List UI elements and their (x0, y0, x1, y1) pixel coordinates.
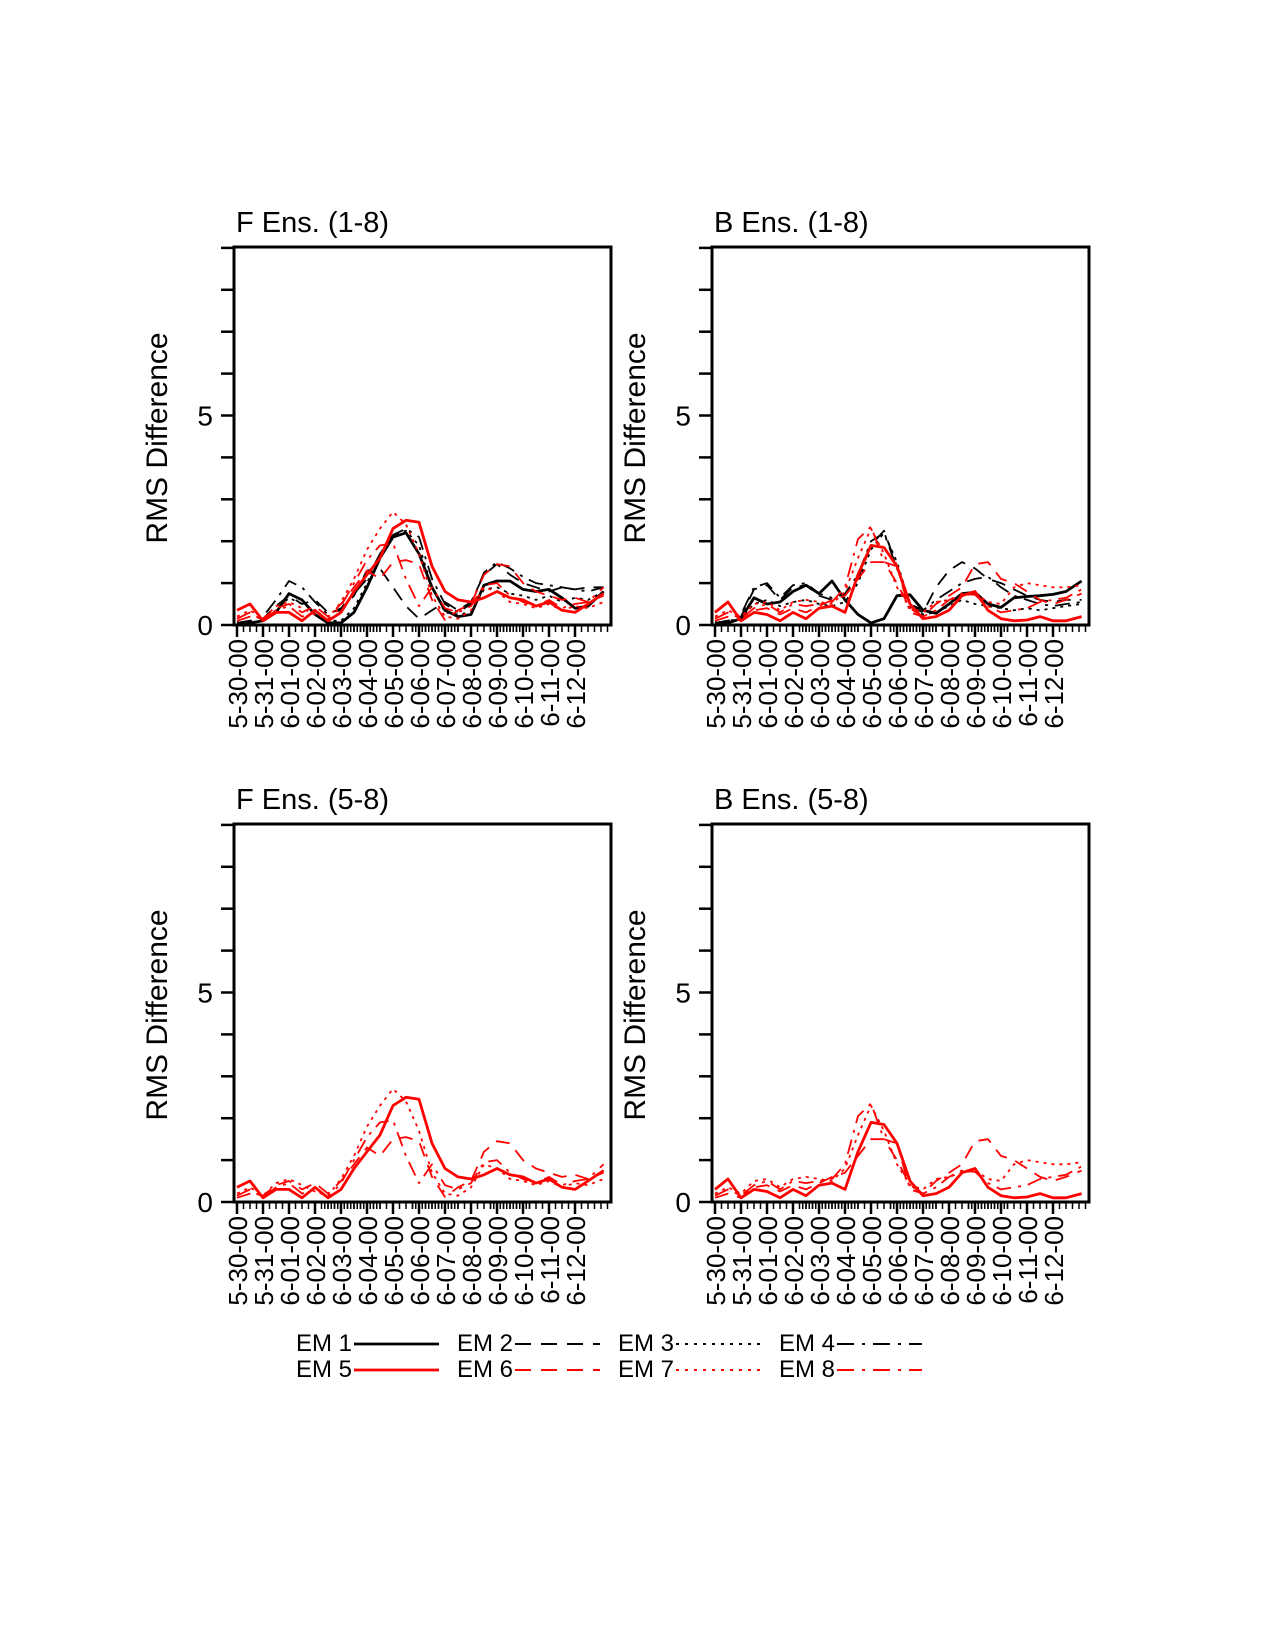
x-tick-label: 6-04-00 (353, 1216, 383, 1306)
y-axis-label-bottom-left: RMS Difference (141, 909, 174, 1121)
y-tick-label: 0 (675, 1187, 691, 1218)
x-tick-label: 5-31-00 (727, 639, 757, 729)
x-tick-label: 6-03-00 (805, 1216, 835, 1306)
legend-label-em3: EM 3 (618, 1330, 675, 1357)
legend-label-em6: EM 6 (457, 1356, 514, 1383)
x-tick-label: 6-10-00 (987, 1216, 1017, 1306)
x-tick-label: 6-08-00 (935, 639, 965, 729)
x-tick-label: 5-30-00 (223, 1216, 253, 1306)
x-tick-label: 6-05-00 (379, 639, 409, 729)
series-line-em3 (715, 533, 1082, 623)
x-tick-label: 6-11-00 (535, 639, 565, 727)
legend-line-sample-em1 (354, 1331, 439, 1357)
x-tick-label: 6-12-00 (561, 639, 591, 729)
x-tick-label: 5-30-00 (701, 639, 731, 729)
legend-row-black (296, 1331, 956, 1357)
series-line-em2 (715, 531, 1082, 623)
legend-label-em7: EM 7 (618, 1356, 675, 1383)
legend-item-em5 (296, 1356, 457, 1384)
legend-line-sample-em8 (837, 1357, 922, 1383)
legend-label-em5: EM 5 (296, 1356, 353, 1383)
panel-border (712, 247, 1089, 625)
legend-line-sample-em6 (515, 1357, 600, 1383)
x-tick-label: 6-07-00 (431, 1216, 461, 1306)
x-tick-label: 6-07-00 (909, 639, 939, 729)
y-axis-label-bottom-right: RMS Difference (619, 909, 652, 1121)
x-tick-label: 6-08-00 (935, 1216, 965, 1306)
x-tick-label: 6-02-00 (301, 1216, 331, 1306)
x-tick-label: 6-03-00 (327, 639, 357, 729)
legend-item-em7 (618, 1356, 779, 1384)
y-tick-label: 5 (197, 400, 213, 432)
x-tick-label: 6-12-00 (1039, 1216, 1069, 1306)
x-tick-label: 6-11-00 (535, 1216, 565, 1304)
series-line-em4 (715, 533, 1082, 623)
y-tick-label: 0 (197, 610, 213, 641)
x-tick-label: 6-05-00 (857, 639, 887, 729)
y-tick-label: 0 (675, 610, 691, 641)
x-tick-label: 5-31-00 (249, 639, 279, 729)
x-tick-label: 6-01-00 (275, 639, 305, 729)
x-tick-label: 6-06-00 (883, 639, 913, 729)
x-tick-label: 6-03-00 (805, 639, 835, 729)
y-tick-label: 5 (675, 400, 691, 432)
x-tick-label: 6-02-00 (301, 639, 331, 729)
y-tick-label: 5 (197, 977, 213, 1009)
y-tick-label: 5 (675, 977, 691, 1009)
legend-item-em1 (296, 1330, 457, 1358)
x-tick-label: 6-12-00 (1039, 639, 1069, 729)
x-tick-label: 6-01-00 (753, 639, 783, 729)
x-tick-label: 5-30-00 (223, 639, 253, 729)
legend-label-em8: EM 8 (779, 1356, 836, 1383)
x-tick-label: 6-06-00 (405, 1216, 435, 1306)
legend-line-sample-em3 (676, 1331, 761, 1357)
x-tick-label: 6-05-00 (857, 1216, 887, 1306)
x-tick-label: 5-31-00 (249, 1216, 279, 1306)
panel-title-b-ens-1-8: B Ens. (1-8) (714, 207, 869, 239)
x-tick-label: 5-30-00 (701, 1216, 731, 1306)
legend-label-em2: EM 2 (457, 1330, 514, 1357)
panel-border (712, 824, 1089, 1202)
x-tick-label: 6-06-00 (405, 639, 435, 729)
x-tick-label: 6-09-00 (961, 1216, 991, 1306)
x-tick-label: 6-11-00 (1013, 639, 1043, 727)
x-tick-label: 6-10-00 (509, 639, 539, 729)
panel-title-f-ens-5-8: F Ens. (5-8) (236, 784, 390, 816)
series-line-em8 (237, 1120, 604, 1198)
legend-label-em1: EM 1 (296, 1330, 353, 1357)
x-tick-label: 6-12-00 (561, 1216, 591, 1306)
x-tick-label: 6-01-00 (275, 1216, 305, 1306)
panel-border (234, 824, 611, 1202)
x-tick-label: 6-04-00 (353, 639, 383, 729)
legend-line-sample-em7 (676, 1357, 761, 1383)
x-tick-label: 6-04-00 (831, 1216, 861, 1306)
panel-title-b-ens-5-8: B Ens. (5-8) (714, 784, 869, 816)
x-tick-label: 6-06-00 (883, 1216, 913, 1306)
x-tick-label: 6-11-00 (1013, 1216, 1043, 1304)
panel-title-f-ens-1-8: F Ens. (1-8) (236, 207, 390, 239)
x-tick-label: 5-31-00 (727, 1216, 757, 1306)
x-tick-label: 6-02-00 (779, 639, 809, 729)
legend-item-em6 (457, 1356, 618, 1384)
x-tick-label: 6-09-00 (483, 1216, 513, 1306)
legend-line-sample-em5 (354, 1357, 439, 1383)
x-tick-label: 6-10-00 (509, 1216, 539, 1306)
y-tick-label: 0 (197, 1187, 213, 1218)
x-tick-label: 6-10-00 (987, 639, 1017, 729)
panel-border (234, 247, 611, 625)
legend-item-em2 (457, 1330, 618, 1358)
x-tick-label: 6-08-00 (457, 1216, 487, 1306)
legend-item-em4 (779, 1330, 940, 1358)
x-tick-label: 6-04-00 (831, 639, 861, 729)
y-axis-label-top-left: RMS Difference (141, 332, 174, 544)
x-tick-label: 6-07-00 (431, 639, 461, 729)
legend-line-sample-em4 (837, 1331, 922, 1357)
x-tick-label: 6-05-00 (379, 1216, 409, 1306)
legend-item-em8 (779, 1356, 940, 1384)
x-tick-label: 6-02-00 (779, 1216, 809, 1306)
legend-row-red (296, 1357, 956, 1383)
x-tick-label: 6-07-00 (909, 1216, 939, 1306)
legend (296, 1331, 956, 1383)
legend-item-em3 (618, 1330, 779, 1358)
x-tick-label: 6-09-00 (483, 639, 513, 729)
series-line-em5 (715, 1122, 1082, 1197)
y-axis-label-top-right: RMS Difference (619, 332, 652, 544)
x-tick-label: 6-09-00 (961, 639, 991, 729)
series-line-em5 (715, 545, 1082, 620)
x-tick-label: 6-03-00 (327, 1216, 357, 1306)
series-line-em6 (237, 1137, 604, 1198)
legend-line-sample-em2 (515, 1331, 600, 1357)
x-tick-label: 6-01-00 (753, 1216, 783, 1306)
x-tick-label: 6-08-00 (457, 639, 487, 729)
legend-label-em4: EM 4 (779, 1330, 836, 1357)
